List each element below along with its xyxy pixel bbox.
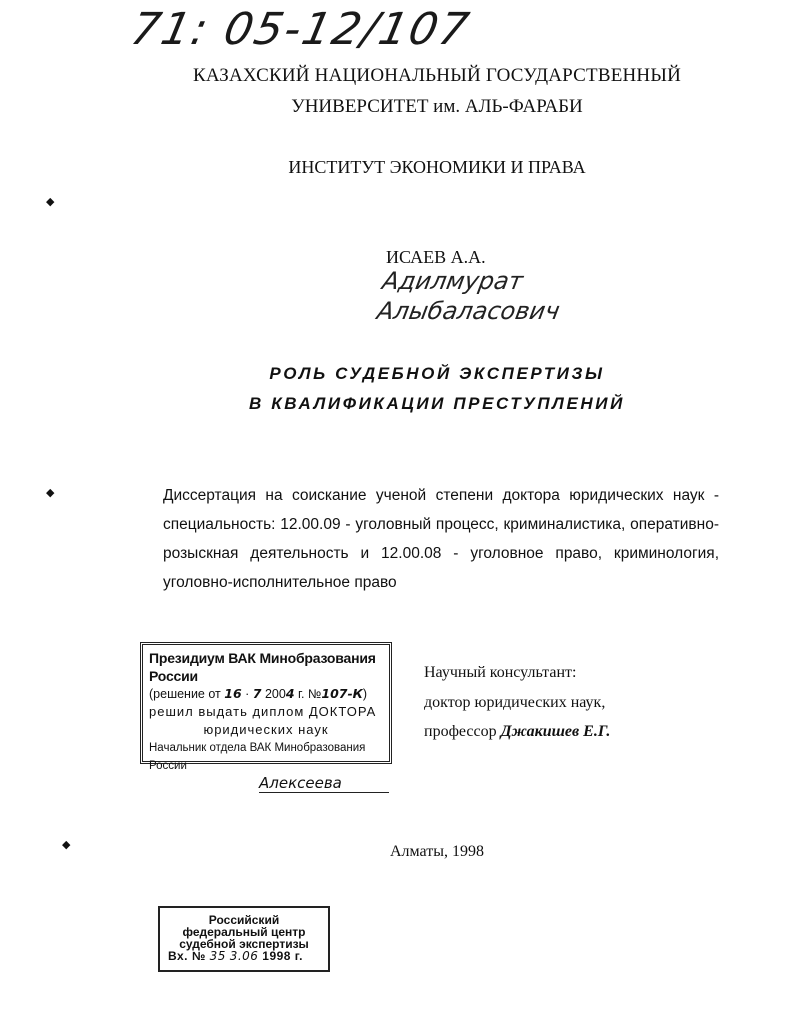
handwritten-author-names: [375, 266, 568, 326]
consultant-degree: доктор юридических наук,: [424, 694, 606, 711]
margin-mark-2: ◆: [46, 487, 55, 499]
city-year: Алматы, 1998: [390, 843, 484, 860]
vak-approval-stamp: [140, 642, 392, 792]
library-stamp-line3: судебной экспертизы: [179, 937, 309, 951]
margin-mark-3: ◆: [62, 839, 71, 851]
library-stamp-line1: Российский: [208, 913, 280, 927]
vak-stamp-heading: Президиум ВАК Минобразования России: [149, 650, 376, 684]
institute-name: ИНСТИТУТ ЭКОНОМИКИ И ПРАВА: [288, 157, 586, 177]
handwritten-first-name: Адилмурат: [380, 267, 526, 295]
dissertation-description: Диссертация на соискание ученой степени доктора юридических наук - специальность: 12.00.09 - уголовный процесс, криминалистика, оперативно-розыскная деятельность и 12.00.08 - уголовное право, криминология, уголовно-исполнительное право: [163, 487, 719, 591]
vak-stamp-decision: (решение от 16 · 7 2004 г. №107-К): [149, 686, 368, 701]
university-name-line2: УНИВЕРСИТЕТ им. АЛЬ-ФАРАБИ: [291, 96, 583, 117]
vak-stamp-month: 7: [252, 686, 262, 701]
vak-stamp-year-digit: 4: [285, 686, 295, 701]
vak-stamp-signature: Алексеева: [259, 774, 389, 793]
dissertation-title-line2: В КВАЛИФИКАЦИИ ПРЕСТУПЛЕНИЙ: [249, 394, 625, 413]
library-stamp: [158, 906, 330, 972]
library-stamp-entry: Вх. № 35 3.06 1998 г.: [168, 949, 303, 963]
consultant-title: профессор: [424, 723, 497, 740]
consultant-label: Научный консультант:: [424, 664, 577, 681]
vak-stamp-chief: Начальник отдела ВАК Минобразования России: [149, 742, 366, 772]
library-stamp-year: 1998 г.: [262, 949, 303, 963]
handwritten-patronymic: Алыбаласович: [374, 297, 562, 325]
handwritten-code-text: 71: 05-12/107: [126, 4, 475, 55]
consultant-name-line: [424, 723, 610, 741]
vak-stamp-day: 16: [224, 686, 242, 701]
library-stamp-line2: федеральный центр: [182, 925, 306, 939]
dissertation-title-line1: РОЛЬ СУДЕБНОЙ ЭКСПЕРТИЗЫ: [269, 364, 605, 383]
author-name: ИСАЕВ А.А.: [386, 247, 486, 267]
consultant-name: Джакишев Е.Г.: [500, 723, 611, 740]
margin-mark-1: ◆: [46, 196, 55, 208]
university-name-line1: КАЗАХСКИЙ НАЦИОНАЛЬНЫЙ ГОСУДАРСТВЕННЫЙ: [192, 65, 682, 86]
vak-stamp-degree: юридических наук: [203, 722, 329, 737]
handwritten-archive-code: [126, 4, 492, 66]
vak-stamp-diploma: решил выдать диплом ДОКТОРА: [149, 704, 377, 719]
library-stamp-number: 35: [209, 949, 226, 963]
vak-stamp-number: 107-К: [321, 686, 363, 701]
library-stamp-date: 3.06: [229, 949, 259, 963]
